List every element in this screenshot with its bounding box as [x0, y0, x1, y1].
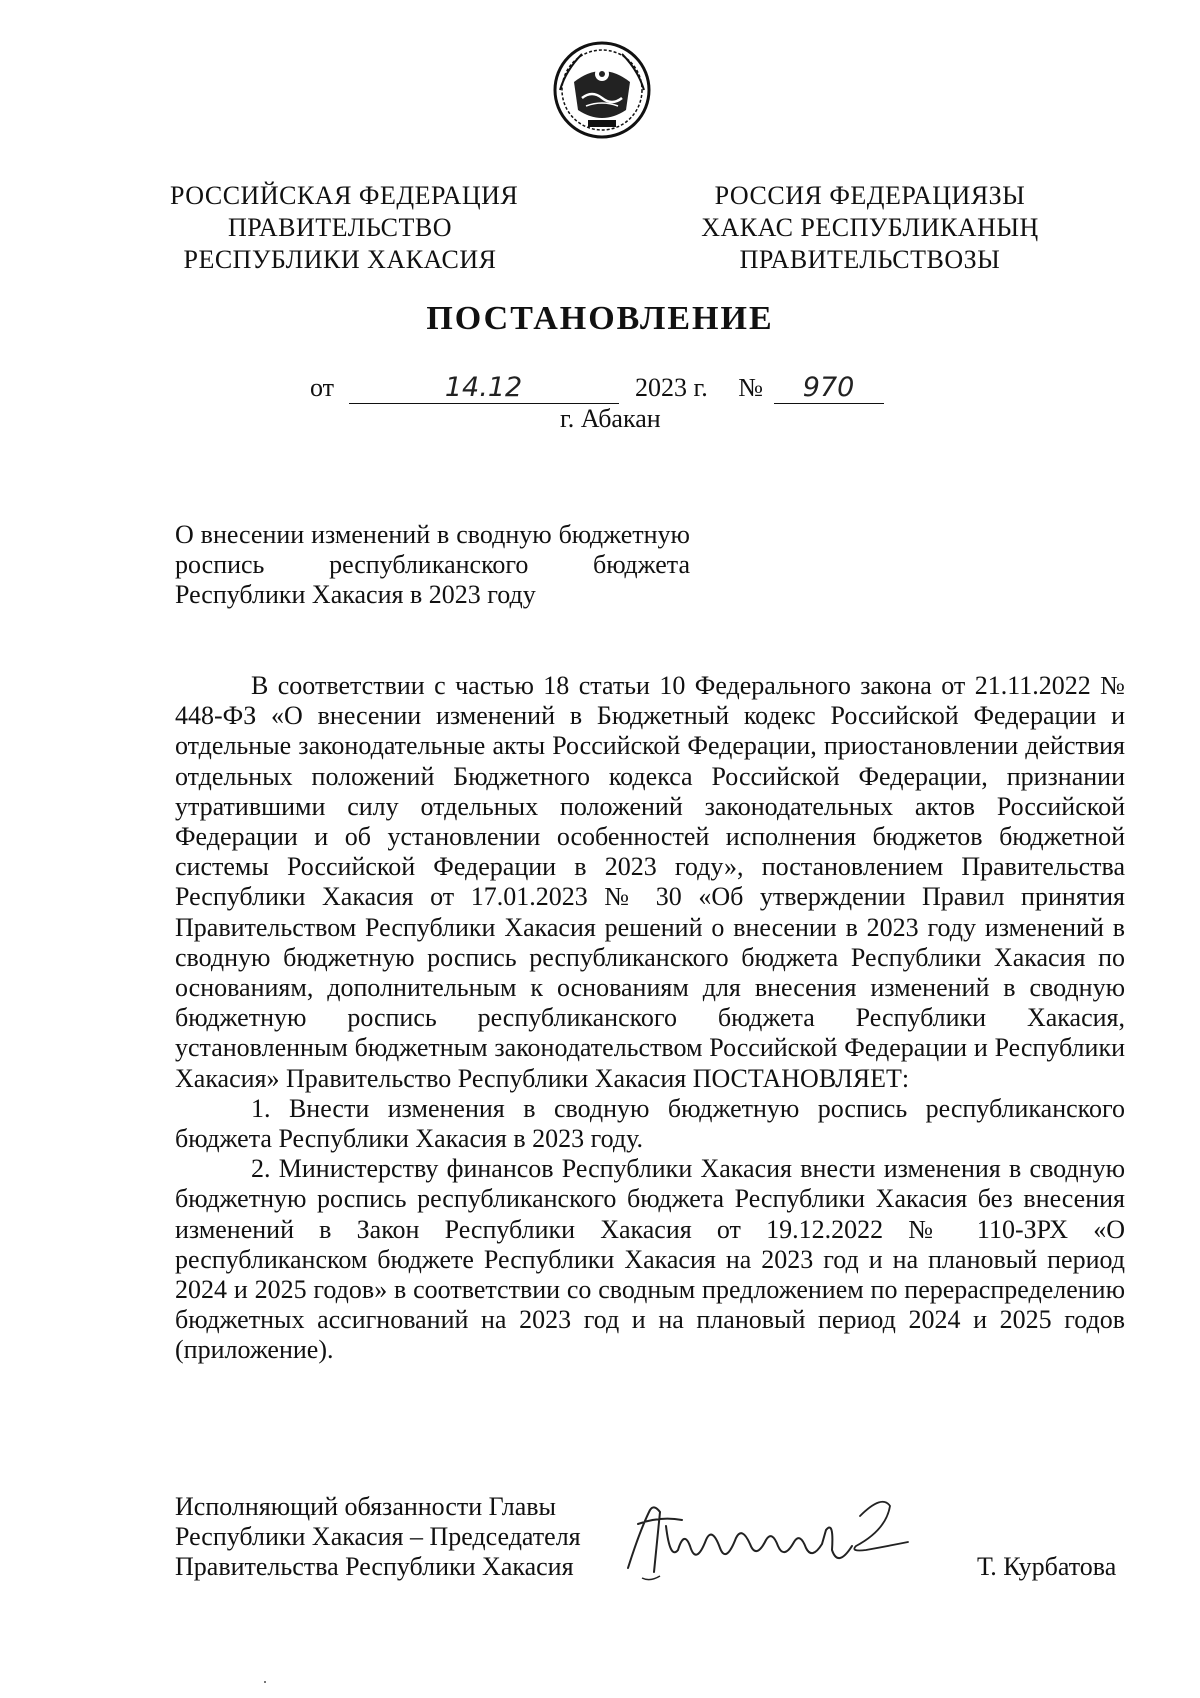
header-left-line: РЕСПУБЛИКИ ХАКАСИЯ: [183, 245, 497, 274]
document-subject: О внесении изменений в сводную бюджетную роспись республиканского бюджета Республики Хакасия в 2023 году: [175, 520, 690, 609]
document-title: ПОСТАНОВЛЕНИЕ: [426, 300, 774, 337]
city: г. Абакан: [560, 404, 661, 433]
number-field: [774, 372, 884, 404]
year-label: 2023 г.: [635, 373, 708, 402]
date-field: [349, 372, 619, 404]
date-line: [310, 372, 884, 404]
body-paragraph: 2. Министерству финансов Республики Хакасия внести изменения в сводную бюджетную роспись республиканского бюджета Республики Хакасия без внесения изменений в Закон Республики Хакасия от 19.12.2022 № 110-ЗРХ «О республиканском бюджете Республики Хакасия на 2023 год и на плановый период 2024 и 2025 годов» в соответствии со сводным предложением по перераспределению бюджетных ассигнований на 2023 год и на плановый период 2024 и 2025 годов (приложение).: [175, 1154, 1125, 1365]
header-right-line: ХАКАС РЕСПУБЛИКАНЫҢ: [701, 213, 1039, 242]
handwritten-number: 970: [802, 372, 855, 403]
handwritten-signature: [620, 1490, 920, 1590]
header-right-line: ПРАВИТЕЛЬСТВОЗЫ: [739, 245, 1001, 274]
signatory-position-line: Правительства Республики Хакасия: [175, 1552, 574, 1581]
signatory-position-line: Республики Хакасия – Председателя: [175, 1522, 581, 1551]
body-paragraph: 1. Внести изменения в сводную бюджетную роспись республиканского бюджета Республики Хакасия в 2023 году.: [175, 1093, 1125, 1154]
signatory-name: Т. Курбатова: [977, 1552, 1117, 1581]
header-left-line: РОССИЙСКАЯ ФЕДЕРАЦИЯ: [170, 181, 519, 210]
header-khakas: [700, 180, 1040, 276]
document-body: [175, 671, 1125, 1366]
header-russian: [170, 180, 519, 276]
header-left-line: ПРАВИТЕЛЬСТВО: [228, 213, 452, 242]
coat-of-arms-emblem: [552, 40, 652, 140]
scan-speck: [264, 1681, 266, 1683]
signatory-position: [175, 1492, 581, 1582]
number-label: №: [738, 373, 764, 402]
signatory-position-line: Исполняющий обязанности Главы: [175, 1492, 556, 1521]
header-right-line: РОССИЯ ФЕДЕРАЦИЯЗЫ: [714, 181, 1026, 210]
from-label: от: [310, 373, 335, 402]
body-paragraph: В соответствии с частью 18 статьи 10 Федерального закона от 21.11.2022 № 448-ФЗ «О внесении изменений в Бюджетный кодекс Российской Федерации и отдельные законодательные акты Российской Федерации, приостановлении действия отдельных положений Бюджетного кодекса Российской Федерации, признании утратившими силу отдельных положений законодательных актов Российской Федерации и об установлении особенностей исполнения бюджетов бюджетной системы Российской Федерации в 2023 году», постановлением Правительства Республики Хакасия от 17.01.2023 № 30 «Об утверждении Правил принятия Правительством Республики Хакасия решений о внесении в 2023 году изменений в сводную бюджетную роспись республиканского бюджета Республики Хакасия по основаниям, дополнительным к основаниям для внесения изменений в сводную бюджетную роспись республиканского бюджета Республики Хакасия, установленным бюджетным законодательством Российской Федерации и Республики Хакасия» Правительство Республики Хакасия ПОСТАНОВЛЯЕТ:: [175, 671, 1125, 1093]
handwritten-date: 14.12: [444, 372, 523, 403]
